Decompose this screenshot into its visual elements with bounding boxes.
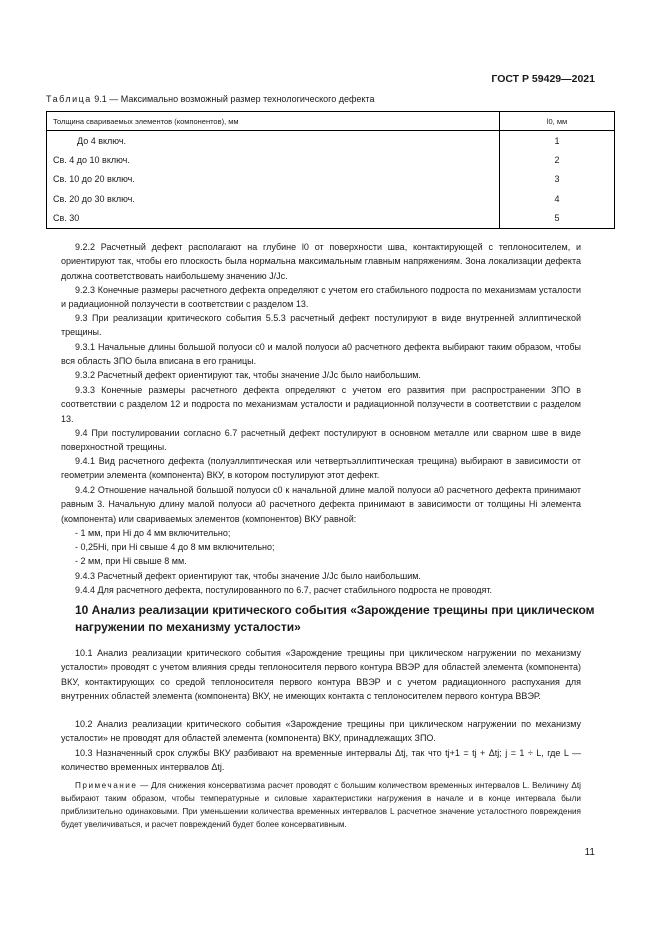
paragraph-9-3-1: 9.3.1 Начальные длины большой полуоси c0 и малой полуоси a0 расчетного дефекта выбирают таким образом, чтобы вся область ЗПО была вписана в его границы. — [61, 342, 581, 367]
paragraph-10-2: 10.2 Анализ реализации критического события «Зарождение трещины при циклическом нагружении по механизму усталости» не проводят для областей элемента (компонента) ВКУ, принадлежащих ЗПО. — [61, 719, 581, 744]
table-caption-label: Таблица — [46, 94, 92, 104]
table-row — [47, 209, 615, 229]
paragraph-9-2-2: 9.2.2 Расчетный дефект располагают на глубине l0 от поверхности шва, контактирующей с теплоносителем, и ориентируют так, чтобы его плоскость была нормальна максимальным главным напряжениям. Зона локализации дефекта должна соответствовать наибольшему значению J/Jc. — [61, 242, 581, 281]
paragraph-9-4: 9.4 При постулировании согласно 6.7 расчетный дефект постулируют в основном металле или сварном шве в виде поверхностной трещины. — [61, 428, 581, 453]
table-cell-l0: 3 — [500, 170, 615, 189]
table-row — [47, 131, 615, 151]
table-row — [47, 170, 615, 189]
table-cell-l0: 1 — [500, 131, 615, 151]
table-cell-thickness: Св. 4 до 10 включ. — [47, 150, 500, 169]
table-header-row — [47, 112, 615, 131]
section-10-heading: 10 Анализ реализации критического события «Зарождение трещины при циклическом нагружении по механизму усталости» — [75, 603, 595, 634]
table-cell-thickness: До 4 включ. — [47, 131, 500, 151]
paragraph-10-3: 10.3 Назначенный срок службы ВКУ разбивают на временные интервалы Δtj, так что tj+1 = tj + Δtj; j = 1 ÷ L, где L — количество временных интервалов Δtj. — [61, 748, 581, 773]
paragraph-9-4-4: 9.4.4 Для расчетного дефекта, постулированного по 6.7, расчет стабильного подроста не проводят. — [75, 585, 492, 595]
table-cell-thickness: Св. 30 — [47, 209, 500, 229]
defect-size-table — [46, 111, 615, 229]
paragraph-9-2-3: 9.2.3 Конечные размеры расчетного дефекта определяют с учетом его стабильного подроста по механизмам усталости и радиационной ползучести в соответствии с разделом 13. — [61, 285, 581, 310]
column-header-l0: l0, мм — [500, 112, 615, 131]
paragraph-9-3: 9.3 При реализации критического события 5.5.3 расчетный дефект постулируют в виде внутренней эллиптической трещины. — [61, 313, 581, 338]
table-cell-l0: 2 — [500, 150, 615, 169]
table-caption — [46, 94, 374, 104]
table-cell-thickness: Св. 20 до 30 включ. — [47, 189, 500, 208]
table-cell-thickness: Св. 10 до 20 включ. — [47, 170, 500, 189]
list-item-025h: - 0,25Hi, при Hi свыше 4 до 8 мм включительно; — [75, 542, 275, 552]
paragraph-9-4-3: 9.4.3 Расчетный дефект ориентируют так, чтобы значение J/Jc было наибольшим. — [75, 571, 421, 581]
paragraph-9-3-3: 9.3.3 Конечные размеры расчетного дефекта определяют с учетом его развития при распространении ЗПО в соответствии с разделом 12 и подроста по механизмам усталости и радиационной ползучести в соответствии с разделом 13. — [61, 385, 581, 424]
paragraph-10-1: 10.1 Анализ реализации критического события «Зарождение трещины при циклическом нагружении по механизму усталости» проводят с учетом влияния среды теплоносителя первого контура ВВЭР для областей элемента (компонента) ВКУ, контактирующих со средой теплоносителя первого контура ВВЭР и с учетом радиационного распухания для внутренних областей элемента (компонента) ВКУ, не имеющих контакта с теплоносителем первого контура ВВЭР. — [61, 648, 581, 701]
paragraph-9-4-1: 9.4.1 Вид расчетного дефекта (полуэллиптическая или четвертьэллиптическая трещина) выбирают в зависимости от геометрии элемента (компонента) ВКУ, в котором постулируют этот дефект. — [61, 456, 581, 481]
list-item-2mm: - 2 мм, при Hi свыше 8 мм. — [75, 556, 187, 566]
table-row — [47, 150, 615, 169]
paragraph-9-4-2: 9.4.2 Отношение начальной большой полуоси c0 к начальной длине малой полуоси a0 расчетного дефекта принимают равным 3. Начальную длину малой полуоси a0 расчетного дефекта принимают в зависимости от толщины Hi элемента (компонента) или свариваемых элементов (компонентов) ВКУ равной: — [61, 485, 581, 524]
table-caption-text: 9.1 — Максимально возможный размер технологического дефекта — [91, 94, 375, 104]
note-label: Примечание — [75, 781, 138, 790]
table-cell-l0: 4 — [500, 189, 615, 208]
table-row — [47, 189, 615, 208]
note — [61, 779, 581, 831]
table-cell-l0: 5 — [500, 209, 615, 229]
page-number: 11 — [584, 847, 595, 858]
note-text: — Для снижения консерватизма расчет проводят с большим количеством временных интервалов L. Величину Δtj выбирают таким образом, чтобы температурные и силовые характеристики нагружения в начале и в конце интервала были приблизительно одинаковыми. При уменьшении количества временных интервалов L расчетное значение усталостного повреждения будет увеличиваться, и расчет повреждений будет более консервативным. — [61, 781, 581, 829]
document-code: ГОСТ Р 59429—2021 — [491, 73, 595, 85]
column-header-thickness: Толщина свариваемых элементов (компонентов), мм — [47, 112, 500, 131]
paragraph-9-3-2: 9.3.2 Расчетный дефект ориентируют так, чтобы значение J/Jc было наибольшим. — [75, 370, 421, 380]
list-item-1mm: - 1 мм, при Hi до 4 мм включительно; — [75, 528, 231, 538]
